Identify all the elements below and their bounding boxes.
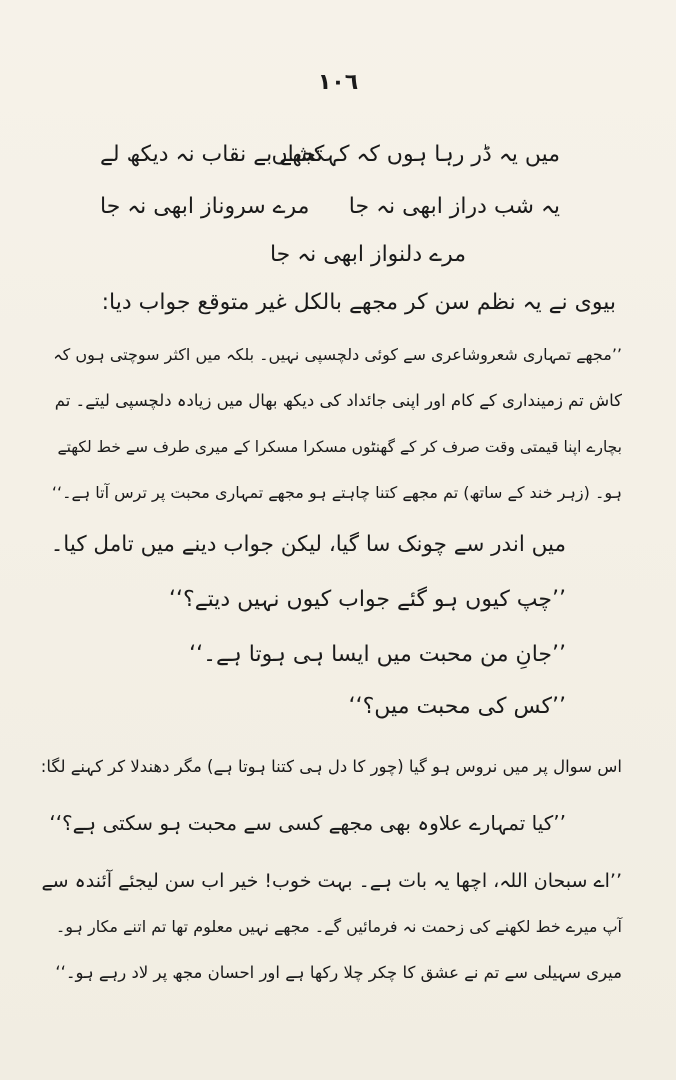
intro-line: بیوی نے یہ نظم سن کر مجھے بالکل غیر متوقع جواب دیا: bbox=[101, 290, 616, 315]
poem-line-3: مرے دلنواز ابھی نہ جا bbox=[269, 242, 466, 267]
paragraph-4: ’’جانِ من محبت میں ایسا ہی ہوتا ہے۔‘‘ bbox=[189, 642, 566, 667]
paragraph-6: اس سوال پر میں نروس ہو گیا (چور کا دل ہی کتنا ہوتا ہے) مگر دھندلا کر کہنے لگا: bbox=[40, 757, 622, 776]
paragraph-1-line-2: کاش تم زمینداری کے کام اور اپنی جائداد کی دیکھ بھال میں زیادہ دلچسپی لیتے۔ تم bbox=[54, 391, 622, 410]
paragraph-1-line-4: ہو۔ (زہر خند کے ساتھ) تم مجھے کتنا چاہتے ہو مجھے تمہاری محبت پر ترس آتا ہے۔‘‘ bbox=[51, 483, 622, 502]
paragraph-3: ’’چپ کیوں ہو گئے جواب کیوں نہیں دیتے؟‘‘ bbox=[169, 587, 566, 612]
poem-line-2b: مرے سروناز ابھی نہ جا bbox=[100, 194, 310, 219]
paragraph-1-line-1: ’’مجھے تمہاری شعروشاعری سے کوئی دلچسپی نہیں۔ بلکہ میں اکثر سوچتی ہوں کہ bbox=[53, 345, 622, 364]
poem-line-1a: میں یہ ڈر رہا ہوں کہ کہکشاں bbox=[271, 142, 560, 167]
paragraph-5: ’’کس کی محبت میں؟‘‘ bbox=[348, 694, 566, 719]
paragraph-8-line-1: ’’اے سبحان اللہ، اچھا یہ بات ہے۔ بہت خوب! خیر اب سن لیجئے آئندہ سے bbox=[41, 870, 622, 892]
poem-line-2a: یہ شب دراز ابھی نہ جا bbox=[348, 194, 560, 219]
poem-line-1b: تجھے بے نقاب نہ دیکھ لے bbox=[100, 142, 323, 167]
paragraph-7: ’’کیا تمہارے علاوہ بھی مجھے کسی سے محبت ہو سکتی ہے؟‘‘ bbox=[49, 811, 566, 835]
paragraph-8-line-2: آپ میرے خط لکھنے کی زحمت نہ فرمائیں گے۔ مجھے نہیں معلوم تھا تم اتنے مکار ہو۔ bbox=[55, 917, 622, 936]
paragraph-2: میں اندر سے چونک سا گیا، لیکن جواب دینے میں تامل کیا۔ bbox=[50, 532, 566, 557]
paragraph-8-line-3: میری سہیلی سے تم نے عشق کا چکر چلا رکھا ہے اور احسان مجھ پر لاد رہے ہو۔‘‘ bbox=[55, 963, 622, 982]
paragraph-1-line-3: بچارے اپنا قیمتی وقت صرف کر کے گھنٹوں مسکرا مسکرا کے میری طرف سے خط لکھتے bbox=[57, 438, 622, 456]
page-number: ١٠٦ bbox=[317, 70, 359, 95]
